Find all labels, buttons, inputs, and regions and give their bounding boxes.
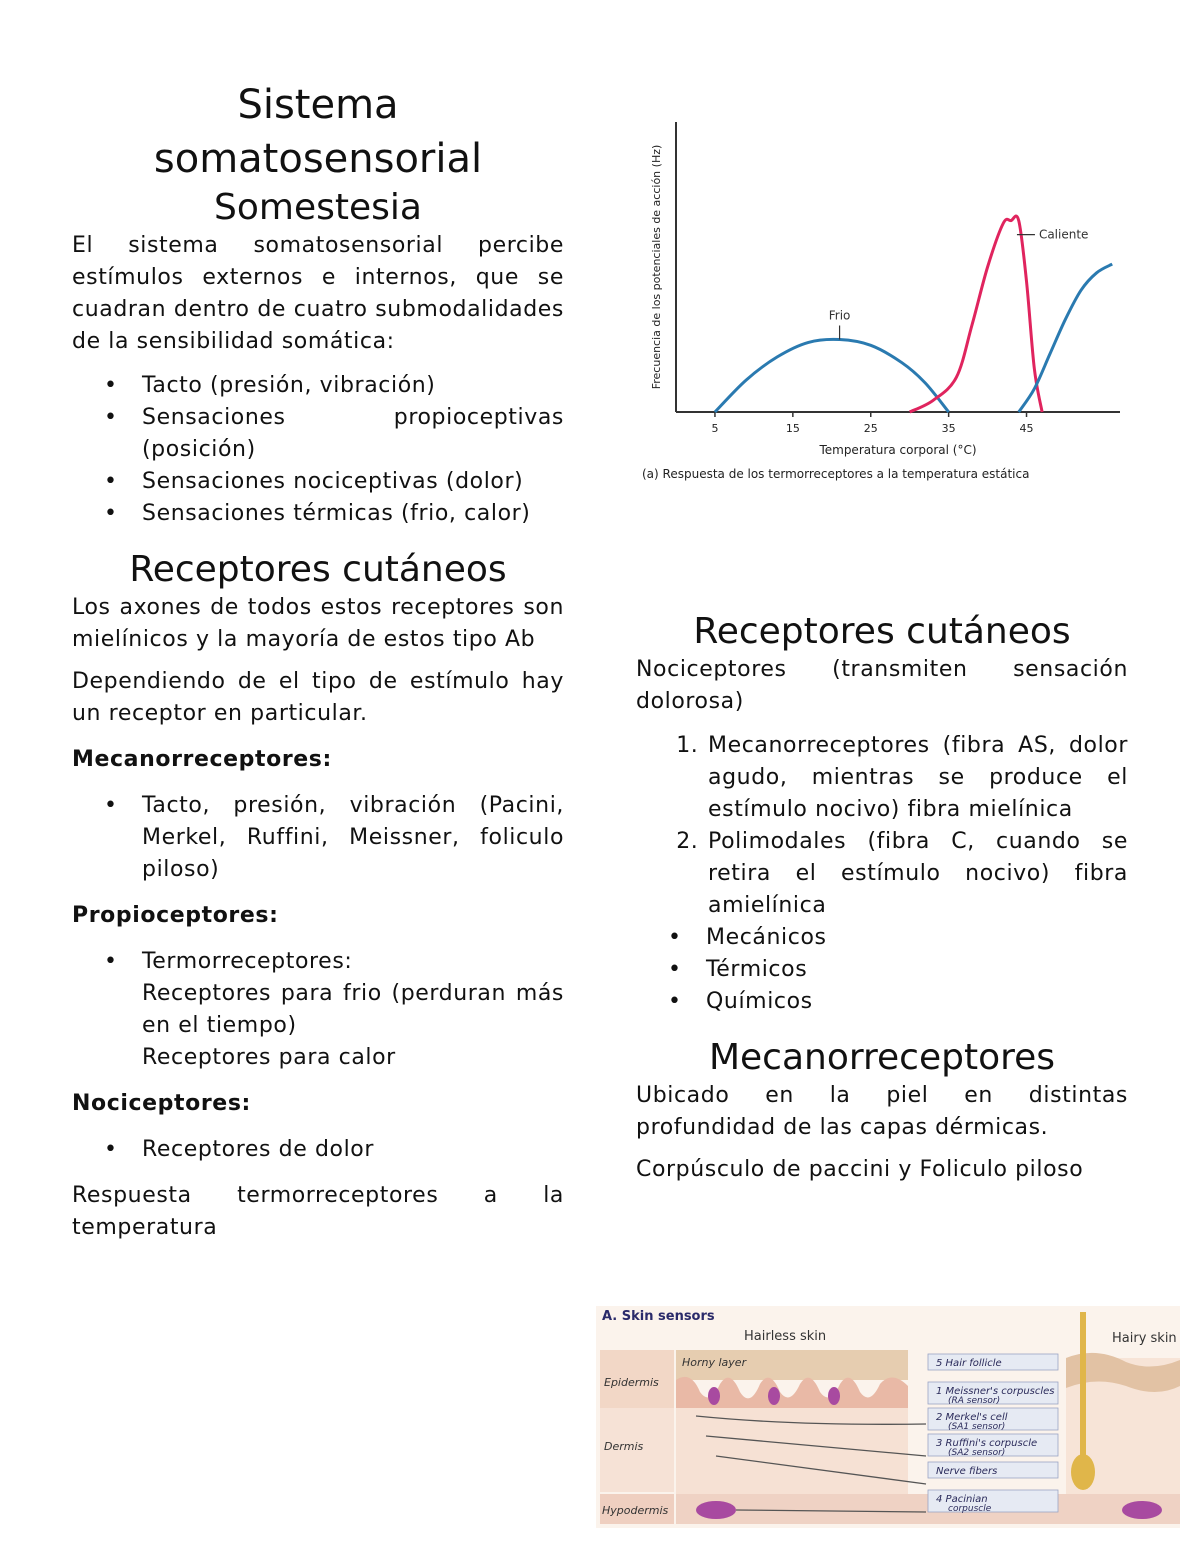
x-tick-label: 25 bbox=[863, 422, 878, 435]
x-axis-label: Temperatura corporal (°C) bbox=[819, 443, 977, 457]
left-column bbox=[72, 78, 564, 1244]
types-list bbox=[636, 922, 1128, 1018]
chart-caption: (a) Respuesta de los termorreceptores a la temperatura estática bbox=[642, 467, 1030, 481]
prop-line-2: Receptores para frio (perduran más en el tiempo) bbox=[142, 981, 564, 1038]
x-tick-label: 15 bbox=[785, 422, 800, 435]
intro-paragraph: El sistema somatosensorial percibe estímulos externos e internos, que se cuadran dentro de cuatro submodalidades de la sensibilidad somática: bbox=[72, 233, 564, 354]
x-tick-label: 35 bbox=[941, 422, 956, 435]
response-paragraph: Respuesta termorreceptores a la temperatura bbox=[72, 1183, 564, 1240]
meissner-corpuscle bbox=[828, 1387, 840, 1405]
noci-heading: Nociceptores: bbox=[72, 1091, 251, 1116]
hair-bulb bbox=[1071, 1454, 1095, 1490]
list-item: • Térmicos bbox=[706, 954, 1128, 986]
list-item: • Receptores de dolor bbox=[142, 1134, 564, 1166]
list-item: • Sensaciones nociceptivas (dolor) bbox=[142, 466, 564, 498]
layer-dermis: Dermis bbox=[604, 1440, 644, 1453]
prop-line-1: • Termorreceptores: bbox=[142, 949, 353, 974]
callout-label: 1 Meissner's corpuscles bbox=[936, 1386, 1055, 1397]
series-line-caliente bbox=[910, 216, 1042, 412]
pacinian-corpuscle bbox=[1122, 1501, 1162, 1519]
corp-paragraph: Corpúsculo de paccini y Foliculo piloso bbox=[636, 1157, 1084, 1182]
horny-label: Horny layer bbox=[682, 1356, 747, 1369]
mech-paragraph: Ubicado en la piel en distintas profundidad de las capas dérmicas. bbox=[636, 1083, 1128, 1140]
right-column bbox=[636, 610, 1128, 1186]
series-label-caliente: Caliente bbox=[1038, 227, 1089, 242]
hairless-label: Hairless skin bbox=[744, 1329, 827, 1344]
prop-heading: Propioceptores: bbox=[72, 903, 279, 928]
section-title-receptores-right: Receptores cutáneos bbox=[693, 611, 1071, 652]
list-item: 1. Mecanorreceptores (fibra AS, dolor agudo, mientras se produce el estímulo nocivo) fibra mielínica bbox=[706, 730, 1128, 826]
list-item: • Químicos bbox=[706, 986, 1128, 1018]
prop-list bbox=[72, 946, 564, 1074]
callout-label: 4 Pacinian bbox=[936, 1494, 988, 1505]
callout-sublabel: corpuscle bbox=[948, 1504, 992, 1514]
skin-sensors-figure bbox=[596, 1306, 1180, 1528]
meissner-corpuscle bbox=[708, 1387, 720, 1405]
x-tick-label: 5 bbox=[711, 422, 719, 435]
y-axis-label: Frecuencia de los potenciales de acción (Hz) bbox=[650, 144, 663, 390]
submodalities-list bbox=[72, 370, 564, 530]
callout-label: 3 Ruffini's corpuscle bbox=[936, 1438, 1038, 1449]
mech-heading: Mecanorreceptores: bbox=[72, 747, 332, 772]
prop-line-3: Receptores para calor bbox=[142, 1045, 396, 1070]
mech-list bbox=[72, 790, 564, 886]
mech-title: Mecanorreceptores bbox=[708, 1037, 1056, 1078]
x-tick-label: 45 bbox=[1019, 422, 1034, 435]
noci-intro: Nociceptores (transmiten sensación dolorosa) bbox=[636, 657, 1128, 714]
list-item: • Tacto (presión, vibración) bbox=[142, 370, 564, 402]
noci-list bbox=[72, 1134, 564, 1166]
ordered-list bbox=[636, 730, 1128, 922]
callout-sublabel: (SA2 sensor) bbox=[948, 1448, 1006, 1458]
hairy-label: Hairy skin bbox=[1112, 1331, 1177, 1346]
page-title bbox=[72, 78, 564, 186]
title-line-1: Sistema bbox=[237, 82, 399, 128]
series-label-frio: Frio bbox=[828, 308, 851, 323]
list-item: • Sensaciones propioceptivas (posición) bbox=[142, 402, 564, 466]
hair-shaft bbox=[1080, 1312, 1086, 1462]
list-item bbox=[142, 946, 564, 1074]
list-item: • Sensaciones térmicas (frio, calor) bbox=[142, 498, 564, 530]
section-title-receptores: Receptores cutáneos bbox=[129, 549, 507, 590]
list-item: 2. Polimodales (fibra C, cuando se retira el estímulo nocivo) fibra amielínica bbox=[706, 826, 1128, 922]
axons-paragraph: Los axones de todos estos receptores son mielínicos y la mayoría de estos tipo Ab bbox=[72, 595, 564, 652]
pacinian-corpuscle bbox=[696, 1501, 736, 1519]
callout-label: Nerve fibers bbox=[936, 1466, 998, 1477]
title-line-2: somatosensorial bbox=[153, 136, 483, 182]
meissner-corpuscle bbox=[768, 1387, 780, 1405]
subtitle-somestesia: Somestesia bbox=[214, 187, 422, 228]
layer-epidermis: Epidermis bbox=[604, 1376, 659, 1389]
list-item: • Mecánicos bbox=[706, 922, 1128, 954]
layer-hypodermis: Hypodermis bbox=[602, 1504, 669, 1517]
callout-label: 5 Hair follicle bbox=[936, 1358, 1002, 1369]
thermoreceptor-chart bbox=[636, 112, 1128, 492]
callout-label: 2 Merkel's cell bbox=[936, 1412, 1008, 1423]
depends-paragraph: Dependiendo de el tipo de estímulo hay un receptor en particular. bbox=[72, 669, 564, 726]
callout-sublabel: (SA1 sensor) bbox=[948, 1422, 1006, 1432]
callout-sublabel: (RA sensor) bbox=[948, 1396, 1001, 1406]
figure-title: A. Skin sensors bbox=[602, 1309, 715, 1324]
list-item: • Tacto, presión, vibración (Pacini, Merkel, Ruffini, Meissner, foliculo piloso) bbox=[142, 790, 564, 886]
series-line-frio bbox=[715, 339, 949, 412]
